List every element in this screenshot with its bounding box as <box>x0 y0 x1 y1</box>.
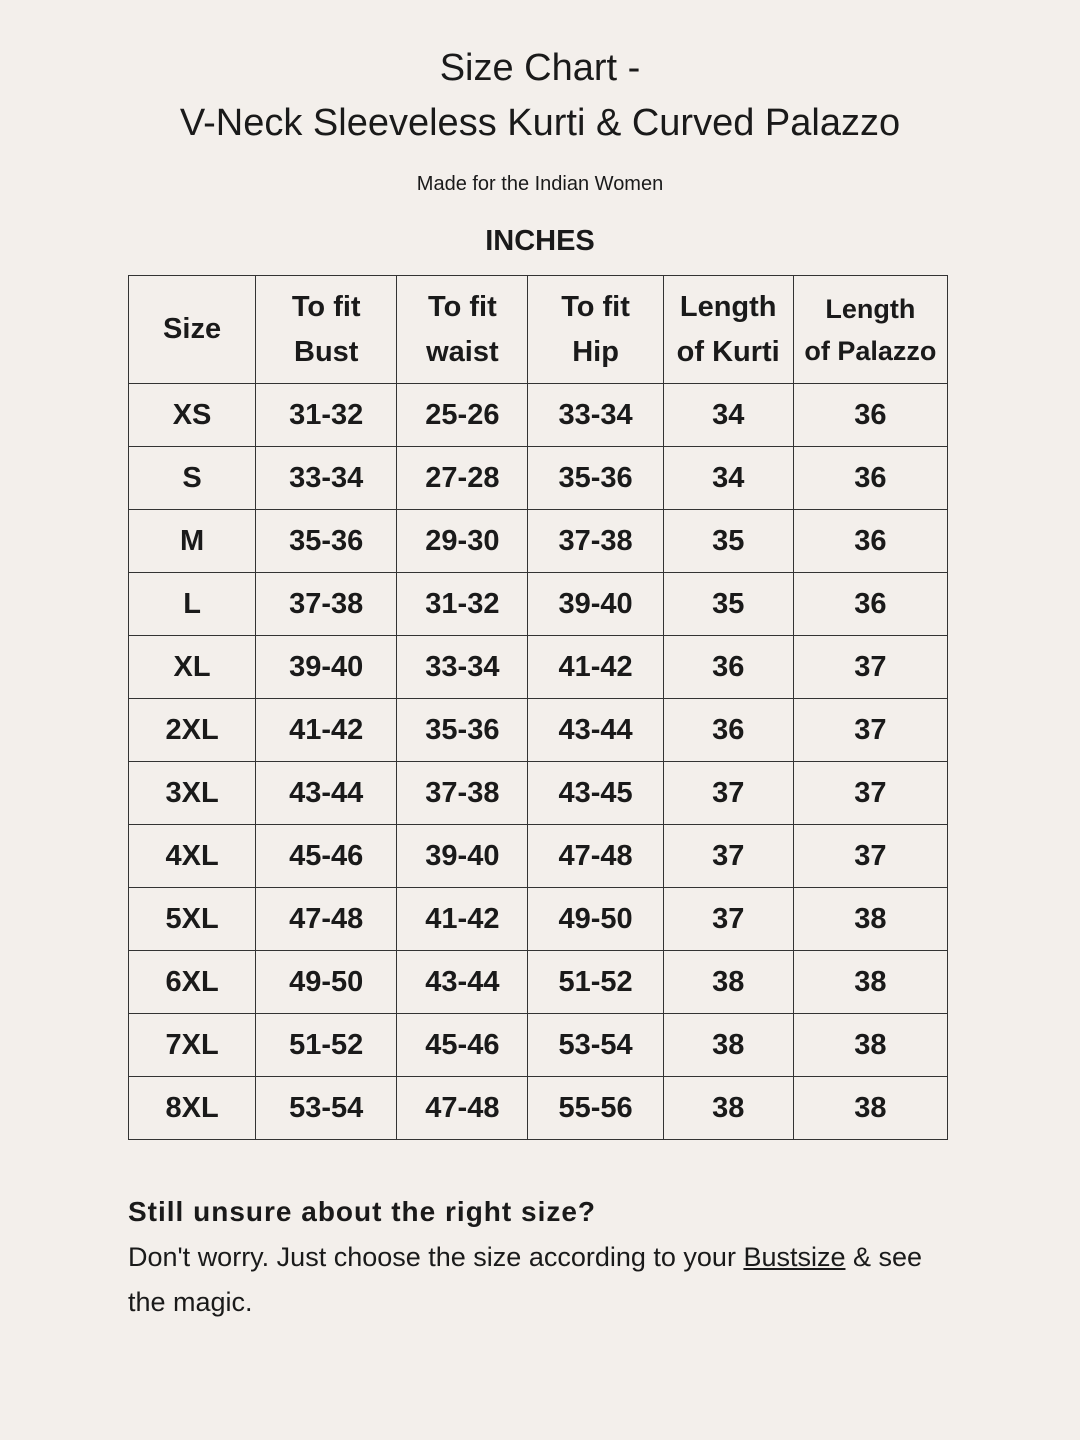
cell-hip: 43-44 <box>528 699 663 762</box>
cell-palazzo-length: 38 <box>793 951 947 1014</box>
cell-hip: 35-36 <box>528 447 663 510</box>
cell-bust: 51-52 <box>256 1014 397 1077</box>
page-subtitle: Made for the Indian Women <box>416 173 664 195</box>
cell-palazzo-length: 36 <box>793 573 947 636</box>
cell-size: L <box>129 573 256 636</box>
cell-size: 3XL <box>129 762 256 825</box>
cell-hip: 41-42 <box>528 636 663 699</box>
cell-hip: 49-50 <box>528 888 663 951</box>
cell-size: 8XL <box>129 1077 256 1140</box>
cell-kurti-length: 37 <box>663 762 793 825</box>
cell-kurti-length: 36 <box>663 636 793 699</box>
cell-hip: 37-38 <box>528 510 663 573</box>
header-bust-line1: To fit <box>291 290 361 323</box>
cell-palazzo-length: 37 <box>793 825 947 888</box>
cell-size: 4XL <box>129 825 256 888</box>
cell-hip: 47-48 <box>528 825 663 888</box>
header-palazzo-length-line1: Length <box>825 293 916 324</box>
header-waist-line2: waist <box>426 335 499 368</box>
cell-palazzo-length: 37 <box>793 762 947 825</box>
cell-kurti-length: 35 <box>663 573 793 636</box>
cell-palazzo-length: 38 <box>793 1077 947 1140</box>
cell-palazzo-length: 36 <box>793 510 947 573</box>
cell-kurti-length: 38 <box>663 1014 793 1077</box>
table-row <box>129 384 948 447</box>
cell-hip: 51-52 <box>528 951 663 1014</box>
table-row <box>129 825 948 888</box>
cell-size: 6XL <box>129 951 256 1014</box>
cell-size: 7XL <box>129 1014 256 1077</box>
header-palazzo-length-line2: of Palazzo <box>804 335 937 366</box>
cell-waist: 47-48 <box>397 1077 528 1140</box>
header-size <box>129 276 256 384</box>
units-label: INCHES <box>485 225 595 257</box>
cell-bust: 53-54 <box>256 1077 397 1140</box>
help-text-start: Don't worry. Just choose the size according to your <box>128 1242 744 1272</box>
cell-bust: 31-32 <box>256 384 397 447</box>
table-row <box>129 888 948 951</box>
table-row <box>129 1077 948 1140</box>
header-waist-line1: To fit <box>428 290 497 323</box>
table-row <box>129 510 948 573</box>
table-row <box>129 699 948 762</box>
bustsize-link[interactable]: Bustsize <box>743 1242 846 1272</box>
cell-kurti-length: 37 <box>663 888 793 951</box>
cell-bust: 39-40 <box>256 636 397 699</box>
cell-kurti-length: 38 <box>663 1077 793 1140</box>
page-title-line1: Size Chart - <box>439 47 641 89</box>
cell-palazzo-length: 36 <box>793 384 947 447</box>
page-title-line2: V-Neck Sleeveless Kurti & Curved Palazzo <box>179 102 901 144</box>
size-chart-table <box>128 275 948 1140</box>
cell-size: 2XL <box>129 699 256 762</box>
cell-waist: 43-44 <box>397 951 528 1014</box>
table-row <box>129 1014 948 1077</box>
header-palazzo-length <box>793 276 947 384</box>
cell-kurti-length: 38 <box>663 951 793 1014</box>
table-row <box>129 447 948 510</box>
cell-waist: 37-38 <box>397 762 528 825</box>
table-row <box>129 636 948 699</box>
cell-palazzo-length: 38 <box>793 888 947 951</box>
cell-size: XS <box>129 384 256 447</box>
cell-kurti-length: 35 <box>663 510 793 573</box>
cell-kurti-length: 34 <box>663 384 793 447</box>
table-header-row <box>129 276 948 384</box>
cell-size: S <box>129 447 256 510</box>
header-hip-line1: To fit <box>561 290 630 323</box>
cell-hip: 39-40 <box>528 573 663 636</box>
cell-palazzo-length: 38 <box>793 1014 947 1077</box>
cell-palazzo-length: 36 <box>793 447 947 510</box>
cell-bust: 37-38 <box>256 573 397 636</box>
cell-waist: 27-28 <box>397 447 528 510</box>
cell-waist: 39-40 <box>397 825 528 888</box>
cell-hip: 53-54 <box>528 1014 663 1077</box>
cell-waist: 25-26 <box>397 384 528 447</box>
cell-waist: 29-30 <box>397 510 528 573</box>
header-kurti-length-line1: Length <box>679 290 777 323</box>
cell-bust: 45-46 <box>256 825 397 888</box>
cell-waist: 31-32 <box>397 573 528 636</box>
header-kurti-length <box>663 276 793 384</box>
cell-waist: 45-46 <box>397 1014 528 1077</box>
cell-bust: 35-36 <box>256 510 397 573</box>
header-bust-line2: Bust <box>294 335 359 368</box>
cell-waist: 33-34 <box>397 636 528 699</box>
cell-hip: 55-56 <box>528 1077 663 1140</box>
cell-bust: 41-42 <box>256 699 397 762</box>
cell-size: XL <box>129 636 256 699</box>
cell-palazzo-length: 37 <box>793 636 947 699</box>
help-text <box>128 1235 948 1325</box>
cell-size: 5XL <box>129 888 256 951</box>
header-kurti-length-line2: of Kurti <box>676 335 780 368</box>
help-text-end: & see the magic. <box>128 1242 923 1317</box>
cell-waist: 41-42 <box>397 888 528 951</box>
cell-kurti-length: 34 <box>663 447 793 510</box>
header-bust <box>256 276 397 384</box>
header-waist <box>397 276 528 384</box>
cell-waist: 35-36 <box>397 699 528 762</box>
help-heading: Still unsure about the right size? <box>128 1196 597 1227</box>
cell-palazzo-length: 37 <box>793 699 947 762</box>
header-hip-line2: Hip <box>572 335 619 368</box>
cell-kurti-length: 37 <box>663 825 793 888</box>
table-row <box>129 951 948 1014</box>
cell-bust: 49-50 <box>256 951 397 1014</box>
table-row <box>129 762 948 825</box>
cell-hip: 43-45 <box>528 762 663 825</box>
header-size-label: Size <box>163 313 222 345</box>
header-hip <box>528 276 663 384</box>
cell-bust: 33-34 <box>256 447 397 510</box>
cell-kurti-length: 36 <box>663 699 793 762</box>
cell-bust: 43-44 <box>256 762 397 825</box>
table-row <box>129 573 948 636</box>
cell-size: M <box>129 510 256 573</box>
cell-hip: 33-34 <box>528 384 663 447</box>
cell-bust: 47-48 <box>256 888 397 951</box>
